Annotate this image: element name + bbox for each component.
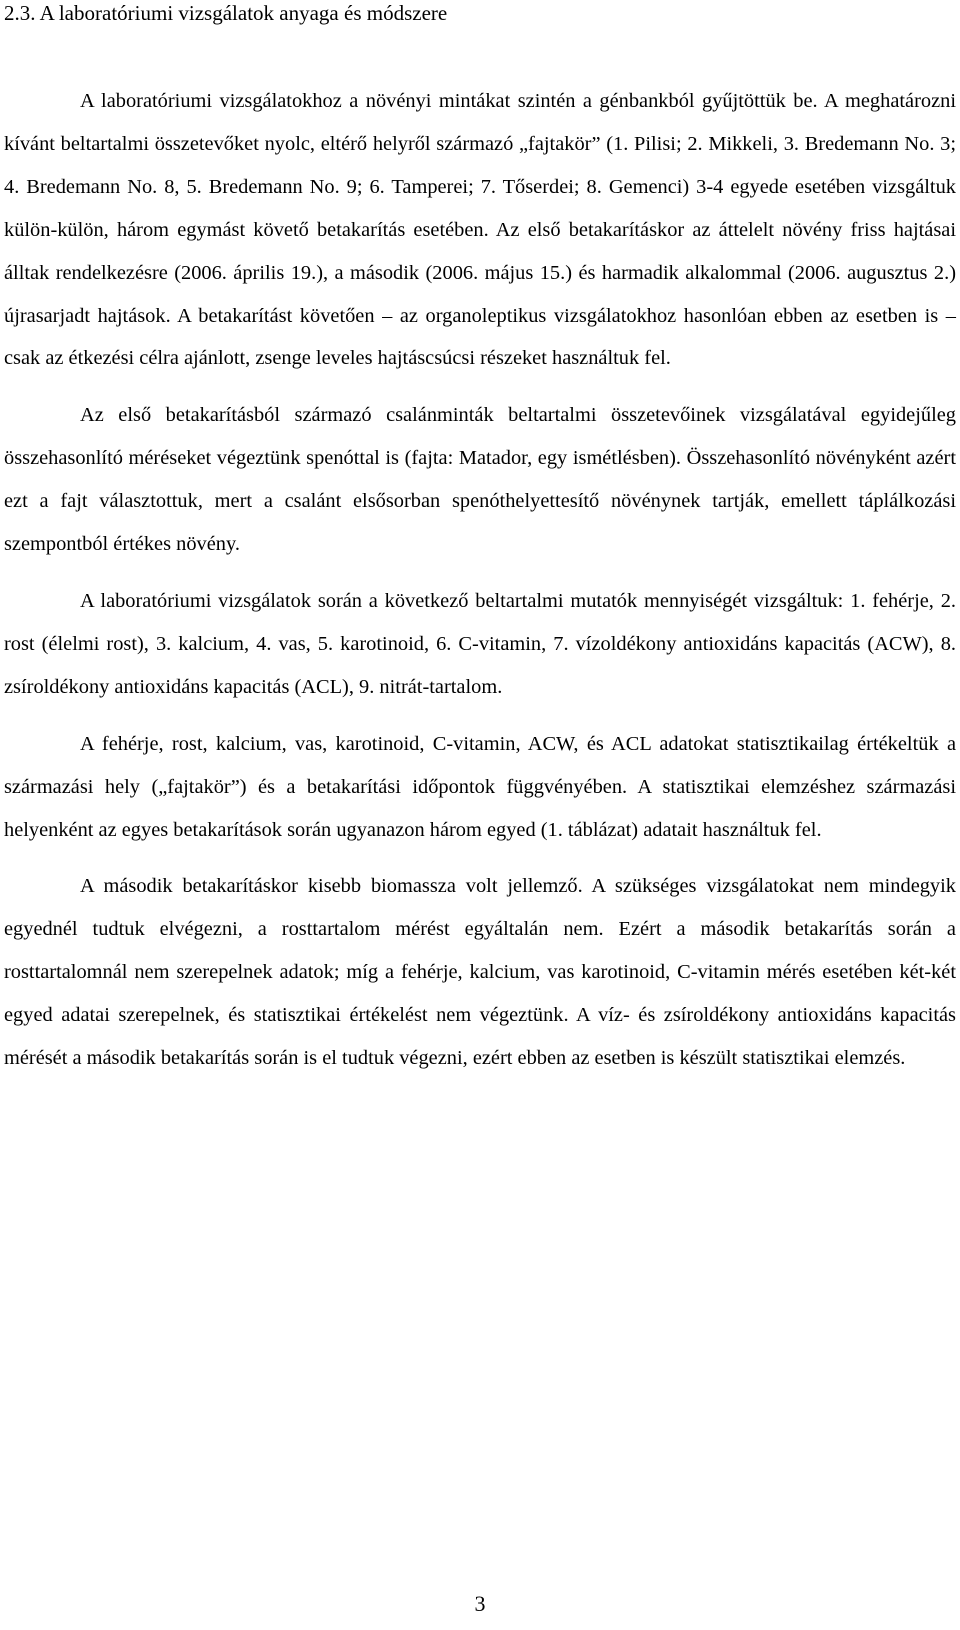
paragraph-statistics: A fehérje, rost, kalcium, vas, karotinoid, C-vitamin, ACW, és ACL adatokat statisztikailag értékeltük a származási hely („fajtakör”) és a betakarítási időpontok függvényében. A statisztikai elemzéshez származási helyenként az egyes betakarítások során ugyanazon három egyed (1. táblázat) adatait használtuk fel. xyxy=(4,732,956,841)
section-heading: 2.3. A laboratóriumi vizsgálatok anyaga és módszere xyxy=(4,1,448,25)
paragraph-samples: A laboratóriumi vizsgálatokhoz a növényi mintákat szintén a génbankból gyűjtöttük be. A meghatározni kívánt beltartalmi összetevőket nyolc, eltérő helyről származó „fajtakör” (1. Pilisi; 2. Mikkeli, 3. Bredemann No. 3; 4. Bredemann No. 8, 5. Bredemann No. 9; 6. Tamperei; 7. Tőserdei; 8. Gemenci) 3-4 egyede esetében vizsgáltuk külön-külön, három egymást követő betakarítás esetében. Az első betakarításkor az áttelelt növény friss hajtásai álltak rendelkezésre (2006. április 19.), a második (2006. május 15.) és harmadik alkalommal (2006. augusztus 2.) újrasarjadt hajtások. A betakarítást követően – az organoleptikus vizsgálatokhoz hasonlóan ebben az esetben is – csak az étkezési célra ajánlott, zsenge leveles hajtáscsúcsi részeket használtuk fel. xyxy=(4,90,956,370)
paragraph-measured-indicators: A laboratóriumi vizsgálatok során a következő beltartalmi mutatók mennyiségét vizsgáltuk: 1. fehérje, 2. rost (élelmi rost), 3. kalcium, 4. vas, 5. karotinoid, 6. C-vitamin, 7. vízoldékony antioxidáns kapacitás (ACW), 8. zsíroldékony antioxidáns kapacitás (ACL), 9. nitrát-tartalom. xyxy=(4,589,956,698)
page-number: 3 xyxy=(474,1591,486,1616)
paragraph-spinach-comparison: Az első betakarításból származó csalánminták beltartalmi összetevőinek vizsgálatával egyidejűleg összehasonlító méréseket végeztünk spenóttal is (fajta: Matador, egy ismétlésben). Összehasonlító növényként azért ezt a fajt választottuk, mert a csalánt elsősorban spenóthelyettesítő növénynek tartják, emellett táplálkozási szempontból értékes növény. xyxy=(4,404,956,556)
paragraph-second-harvest: A második betakarításkor kisebb biomassza volt jellemző. A szükséges vizsgálatokat nem mindegyik egyednél tudtuk elvégezni, a rosttartalom mérést egyáltalán nem. Ezért a második betakarítás során a rosttartalomnál nem szerepelnek adatok; míg a fehérje, kalcium, vas karotinoid, C-vitamin mérés esetében két-két egyed adatai szerepelnek, és statisztikai értékelést nem végeztünk. A víz- és zsíroldékony antioxidáns kapacitás mérését a második betakarítás során is el tudtuk végezni, ezért ebben az esetben is készült statisztikai elemzés. xyxy=(4,875,956,1070)
body-text xyxy=(4,80,956,1080)
